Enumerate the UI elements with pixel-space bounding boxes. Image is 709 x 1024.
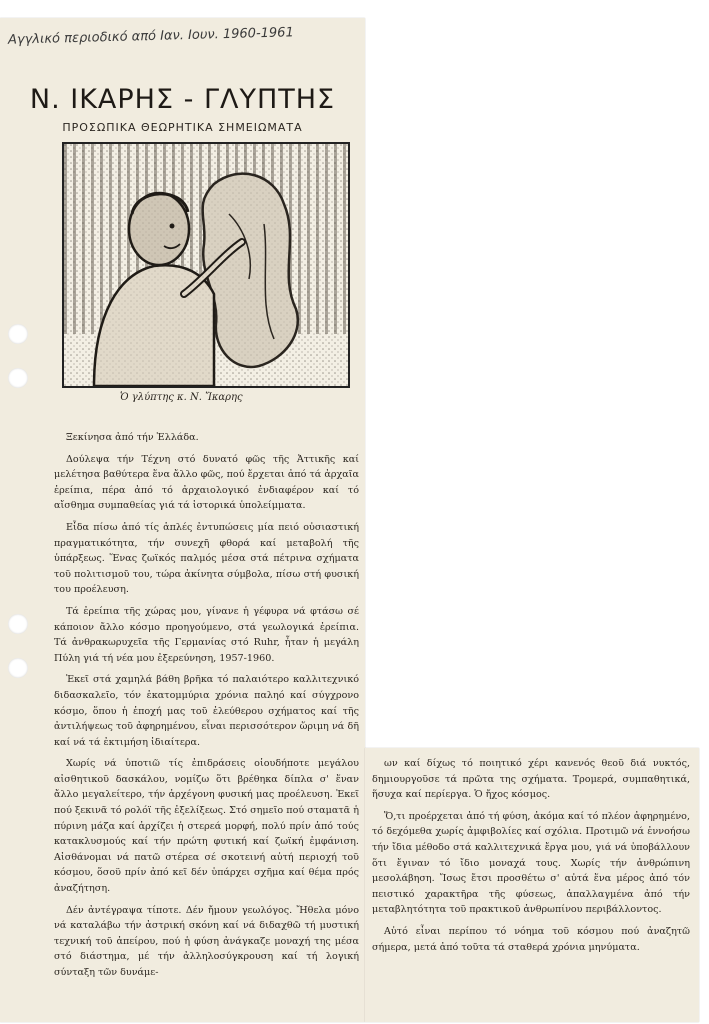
- punch-hole: [8, 324, 28, 344]
- article-text-left-column: [54, 430, 359, 987]
- paragraph: Ξεκίνησα ἀπό τήν Ἑλλάδα.: [66, 432, 199, 443]
- paragraph: Τά ἐρείπια τῆς χώρας μου, γίνανε ἡ γέφυρα νά φτάσω σέ κάποιον ἄλλο κόσμο προηγούμενο, στά γεωλογικά ἐρείπια. Τά ἀνθρακωρυχεῖα τῆς Γερμανίας στό Ruhr, ἦταν ἡ μεγάλη Πύλη γιά τή νέα μου ἐξερεύνηση, 1957-1960.: [54, 605, 359, 664]
- paragraph: Ὅ,τι προέρχεται ἀπό τή φύση, ἀκόμα καί τό πλέον ἀφηρημένο, τό δεχόμεθα χωρίς ἀμφιβολίες καί σχόλια. Προτιμῶ νά ἐννοήσω τήν ἴδια μέθοδο στά καλλιτεχνικά ἔργα μου, γιά νά ὑποβάλλουν ὅτι ἔγιναν τό ἴδιο μοναχά τους. Χωρίς τήν ἀνθρώπινη μεσολάβηση. Ἴσως ἔτσι προσθέτω σ' αὐτά ἕνα μέρος ἀπό τόν πειστικό χαρακτῆρα τῆς φύσεως, ἀπαλλαγμένα ἀπό τήν μεταβλητότητα τοῦ πρακτικοῦ ἀνθρωπίνου περιβάλλοντος.: [372, 810, 690, 916]
- punch-hole: [8, 614, 28, 634]
- punch-hole: [8, 658, 28, 678]
- paragraph: ων καί δίχως τό ποιητικό χέρι κανενός θεοῦ διά νυκτός, δημιουργοῦσε τά πρῶτα της σχήματα. Τρομερά, συμπαθητικά, ἥσυχα καί περίεργα. Ὁ ἤχος κόσμος.: [372, 758, 690, 801]
- paragraph: Δέν ἀντέγραψα τίποτε. Δέν ἤμουν γεωλόγος. Ἤθελα μόνο νά καταλάβω τήν ἀστρική σκόνη καί νά διδαχθῶ τή μυστική τεχνική τοῦ ἀπείρου, πού ἡ φύση ἀνάγκαζε μοναχή της μέσα στό διάστημα, μέ τήν ἀλληλοσύγκρουση καί τή λογική σύνταξη τῶν δυνάμε-: [54, 904, 359, 978]
- paragraph: Εἶδα πίσω ἀπό τίς ἁπλές ἐντυπώσεις μία πειό οὐσιαστική πραγματικότητα, τήν συνεχῆ φθορά καί μεταβολή τῆς ὑπάρξεως. Ἕνας ζωϊκός παλμός μέσα στά πέτρινα σχήματα τοῦ πολιτισμοῦ του, τώρα ἀκίνητα σύμβολα, πίσω στή φυσική του προέλευση.: [54, 521, 359, 596]
- article-headline: Ν. ΙΚΑΡΗΣ - ΓΛΥΠΤΗΣ: [29, 84, 336, 115]
- punch-hole: [8, 368, 28, 388]
- sculptor-photo: [62, 142, 350, 388]
- article-text-right-column: [372, 756, 690, 961]
- photo-illustration: [64, 144, 348, 386]
- paragraph: Χωρίς νά ὑποτιῶ τίς ἐπιδράσεις οἱουδήποτε μεγάλου αἰσθητικοῦ δασκάλου, νομίζω ὅτι βρέθηκα δίπλα σ' ἕναν ἄλλο μεγαλείτερο, τήν ἀρχέγονη φυσική μας προέλευση. Ἐκεῖ πού ξεκινᾶ τό ρολόϊ τῆς ἐξελίξεως. Στό σημεῖο πού σταματᾶ ἡ πύρινη μάζα καί ἀρχίζει ἡ στερεά μορφή, πολύ πρίν ἀπό τούς κατακλυσμούς καί τήν πρώτη φυτική καί ζωϊκή ἐμφάνιση. Αἰσθάνομαι νά πατῶ στέρεα σέ σκοτεινή αὐτή περιοχή τοῦ κόσμου, ὅσοϋ πρίν ἀπό κεῖ δέν ὑπάρχει σχῆμα καί θέμα πρός ἀναζήτηση.: [54, 758, 359, 895]
- paragraph: Αὐτό εἶναι περίπου τό νόημα τοῦ κόσμου πού ἀναζητῶ σήμερα, μετά ἀπό τοῦτα τά σταθερά χρόνια μηνύματα.: [372, 925, 690, 953]
- article-subtitle: ΠΡΟΣΩΠΙΚΑ ΘΕΩΡΗΤΙΚΑ ΣΗΜΕΙΩΜΑΤΑ: [62, 121, 303, 134]
- paragraph: Δούλεψα τήν Τέχνη στό δυνατό φῶς τῆς Ἀττικῆς καί μελέτησα βαθύτερα ἕνα ἄλλο φῶς, πού ἔρχεται ἀπό τά ἀρχαῖα ἐρείπια, πέρα ἀπό τό ἀρχαιολογικό ἐνδιαφέρον καί τό αἴσθημα συμπαθείας γιά τά ἱστορικά ὑπολείμματα.: [54, 453, 359, 512]
- paragraph: Ἐκεῖ στά χαμηλά βάθη βρῆκα τό παλαιότερο καλλιτεχνικό διδασκαλεῖο, τόν ἑκατομμύρια χρόνια παληό καί σύγχρονο κόσμο, ὅπου ἡ ἐποχή μας τοῦ ἐλεύθερου σχήματος καί τῆς ἀντιλήψεως τοῦ ἀφηρημένου, εἶναι περισσότερον ὥριμη νά δῆ καί νά τά ἐκτιμήση ἰδιαίτερα.: [54, 674, 359, 748]
- handwritten-note: Αγγλικό περιοδικό από Ιαν. Ιουν. 1960-1961: [7, 25, 294, 48]
- photo-caption: Ὁ γλύπτης κ. Ν. Ἴκαρης: [120, 392, 243, 403]
